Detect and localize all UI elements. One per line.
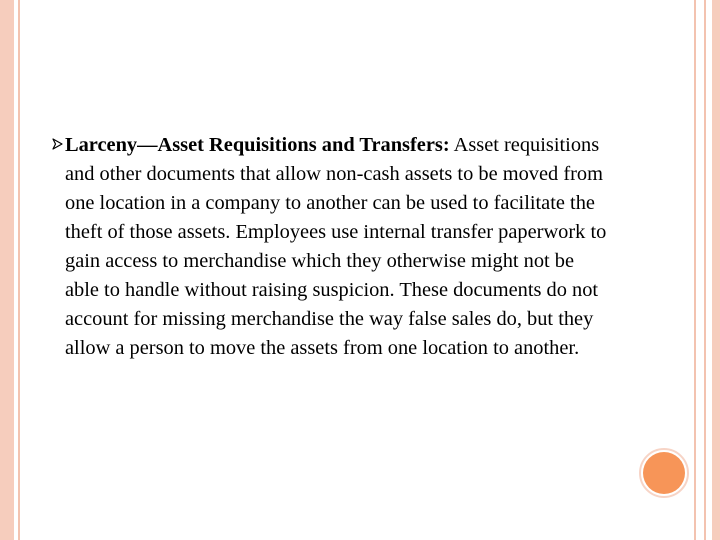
right-border-line <box>694 0 696 540</box>
decorative-circle <box>643 452 685 494</box>
bullet-lead-text: Larceny—Asset Requisitions and Transfers: <box>65 134 450 156</box>
left-border-band <box>0 0 14 540</box>
arrowhead-bullet-icon <box>52 138 65 150</box>
bullet-item <box>52 131 612 363</box>
right-border-line <box>704 0 706 540</box>
bullet-body-text: Asset requisitions and other documents that allow non-cash assets to be moved from one location in a company to another can be used to facilitate the theft of those assets. Employees use internal transfer paperwork to gain access to merchandise which they otherwise might not be able to handle without raising suspicion. These documents do not account for missing merchandise the way false sales do, but they allow a person to move the assets from one location to another. <box>65 134 607 359</box>
slide-content <box>52 131 612 363</box>
left-border-line <box>18 0 20 540</box>
bullet-paragraph <box>65 131 612 363</box>
right-border-band <box>712 0 720 540</box>
